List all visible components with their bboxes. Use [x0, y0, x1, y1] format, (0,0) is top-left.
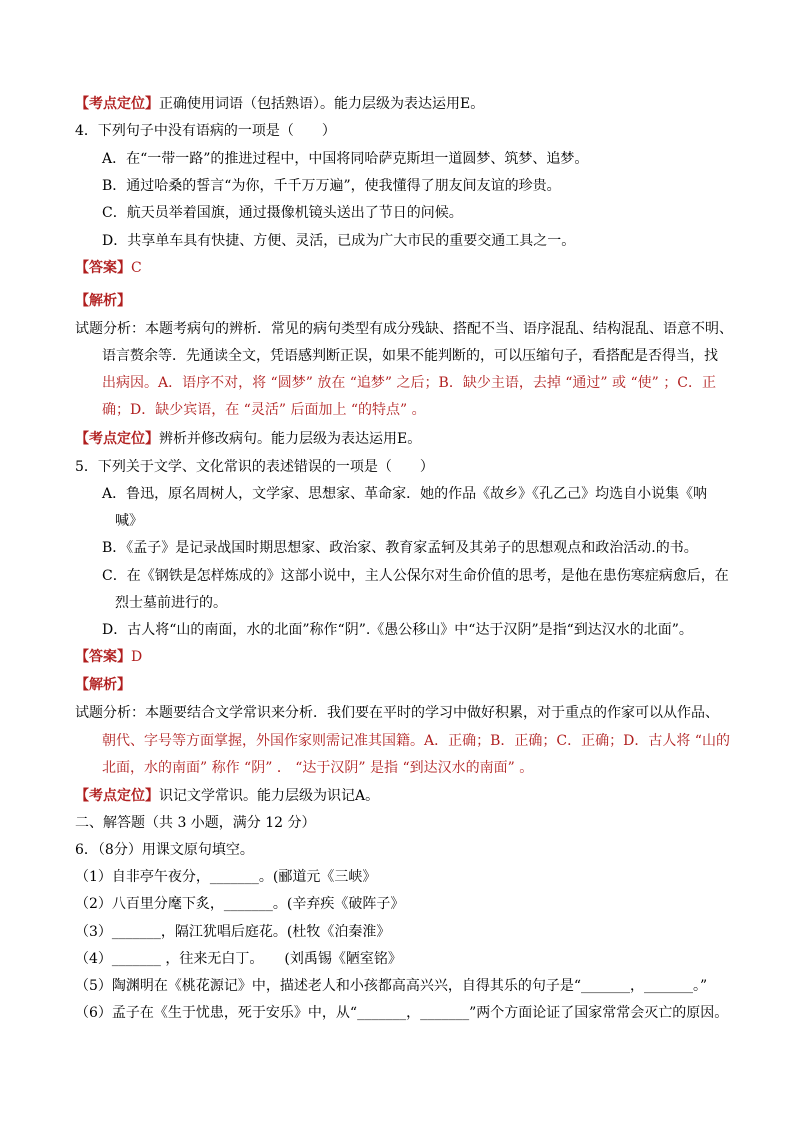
q6-item-1: （1）自非亭午夜分，_______。(郦道元《三峡》 — [75, 869, 377, 885]
question-4-stem: 4．下列句子中没有语病的一项是（ ） — [75, 123, 336, 139]
analysis-tag: 【解析】 — [75, 677, 131, 693]
section-heading: 二、解答题（共 3 小题，满分 12 分） — [75, 815, 316, 831]
q5-analysis-line-3: 北面，水的南面” 称作 “阴” ． “达于汉阴” 是指 “到达汉水的南面” 。 — [102, 760, 534, 776]
answer-value: C — [131, 260, 142, 276]
q6-item-4: （4）_______ ，往来无白丁。 (刘禹锡《陋室铭》 — [75, 951, 402, 967]
question-5-stem: 5．下列关于文学、文化常识的表述错误的一项是（ ） — [75, 459, 434, 475]
q4-option-a: A．在“一带一路”的推进过程中，中国将同哈萨克斯坦一道圆梦、筑梦、追梦。 — [102, 151, 589, 167]
q4-kaodian-line — [75, 429, 421, 449]
q4-option-d: D．共享单车具有快捷、方便、灵活，已成为广大市民的重要交通工具之一。 — [102, 233, 576, 249]
q5-option-d: D．古人将“山的南面，水的北面”称作“阴”.《愚公移山》中“达于汉阴”是指“到达汉水的北面”。 — [102, 622, 693, 638]
answer-tag: 【答案】 — [75, 260, 131, 276]
q3-kaodian-line — [75, 94, 484, 114]
kaodian-tag: 【考点定位】 — [75, 96, 159, 112]
question-6-stem: 6．（8分）用课文原句填空。 — [75, 842, 254, 858]
q5-analysis-tag — [75, 675, 131, 695]
q6-item-3: （3）_______，隔江犹唱后庭花。(杜牧《泊秦淮》 — [75, 924, 391, 940]
kaodian-text: 识记文学常识。能力层级为识记A。 — [159, 788, 380, 804]
answer-tag: 【答案】 — [75, 649, 131, 665]
q5-option-c-line-1: C．在《钢铁是怎样炼成的》这部小说中，主人公保尔对生命价值的思考，是他在患伤寒症病愈后，在 — [102, 568, 729, 584]
q4-analysis-line-2: 语言赘余等．先通读全文，凭语感判断正误，如果不能判断的，可以压缩句子，看搭配是否得当，找 — [102, 348, 718, 364]
q4-option-c: C．航天员举着国旗，通过摄像机镜头送出了节日的问候。 — [102, 205, 463, 221]
q5-option-a-line-2: 喊》 — [115, 513, 143, 529]
q5-answer-line — [75, 647, 142, 667]
q5-option-b: B．《孟子》是记录战国时期思想家、政治家、教育家孟轲及其弟子的思想观点和政治活动.的书。 — [102, 540, 698, 556]
q6-item-2: （2）八百里分麾下炙，_______。(辛弃疾《破阵子》 — [75, 896, 405, 912]
answer-value: D — [131, 649, 143, 665]
q5-kaodian-line — [75, 786, 379, 806]
analysis-tag: 【解析】 — [75, 293, 131, 309]
q4-answer-line — [75, 258, 142, 278]
q5-analysis-line-1: 试题分析：本题要结合文学常识来分析．我们要在平时的学习中做好积累，对于重点的作家可以从作品、 — [75, 705, 719, 721]
q5-option-c-line-2: 烈士墓前进行的。 — [115, 595, 227, 611]
q5-option-a-line-1: A．鲁迅，原名周树人，文学家、思想家、革命家．她的作品《故乡》《孔乙己》均选自小说集《呐 — [102, 486, 708, 502]
q4-analysis-line-4: 确；D．缺少宾语，在 “灵活” 后面加上 “的特点” 。 — [102, 402, 426, 418]
q6-item-6: （6）孟子在《生于忧患，死于安乐》中，从“_______，_______”两个方面论证了国家常常会灭亡的原因。 — [75, 1005, 729, 1021]
q4-analysis-line-1: 试题分析：本题考病句的辨析．常见的病句类型有成分残缺、搭配不当、语序混乱、结构混乱、语意不明、 — [75, 321, 733, 337]
q4-option-b: B．通过哈桑的誓言“为你，千千万万遍”，使我懂得了朋友间友谊的珍贵。 — [102, 178, 561, 194]
q6-item-5: （5）陶渊明在《桃花源记》中，描述老人和小孩都高高兴兴，自得其乐的句子是“_______，_______。” — [75, 978, 708, 994]
q4-analysis-tag — [75, 291, 131, 311]
kaodian-text: 正确使用词语（包括熟语）。能力层级为表达运用E。 — [159, 96, 485, 112]
kaodian-tag: 【考点定位】 — [75, 431, 159, 447]
q4-analysis-line-3: 出病因。A．语序不对，将 “圆梦” 放在 “追梦” 之后；B．缺少主语，去掉 “通过” 或 “使” ；C．正 — [102, 375, 716, 391]
q5-analysis-line-2: 朝代、字号等方面掌握，外国作家则需记准其国籍。A．正确；B．正确；C．正确；D．古人将 “山的 — [102, 733, 730, 749]
kaodian-tag: 【考点定位】 — [75, 788, 159, 804]
kaodian-text: 辨析并修改病句。能力层级为表达运用E。 — [159, 431, 422, 447]
